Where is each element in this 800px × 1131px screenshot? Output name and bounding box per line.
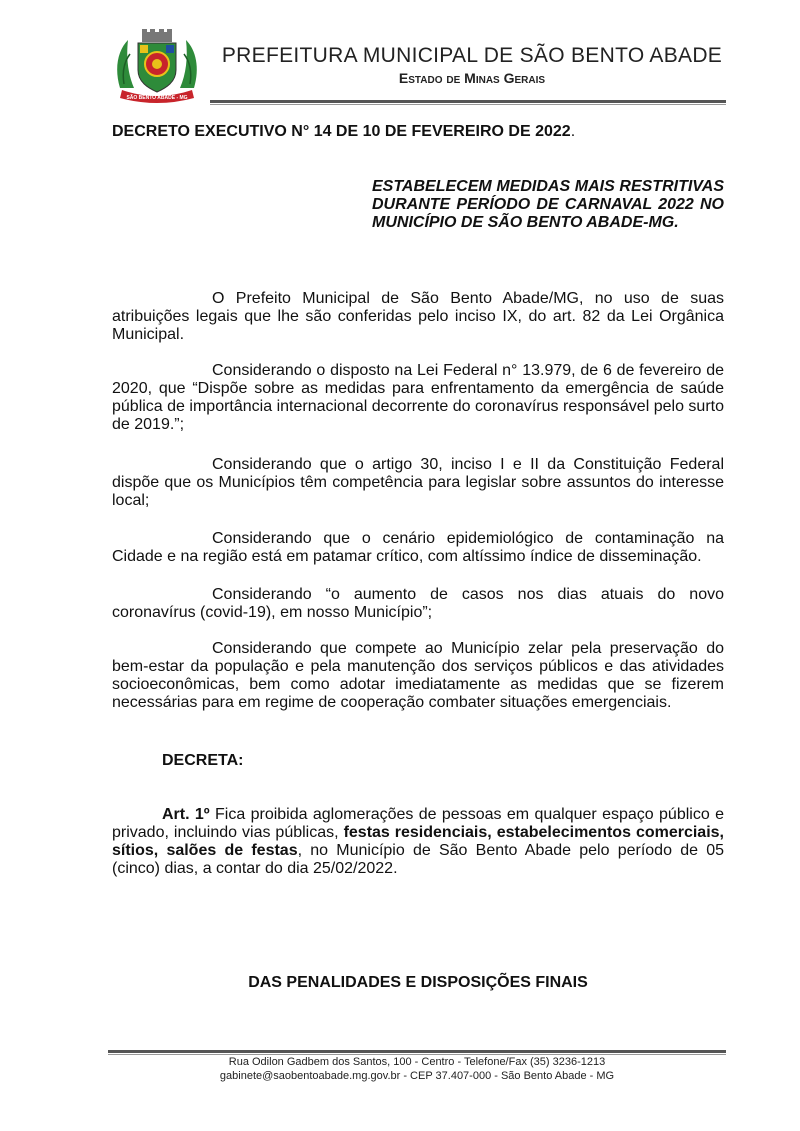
letterhead <box>0 0 800 110</box>
footer-contact: gabinete@saobentoabade.mg.gov.br - CEP 37.407-000 - São Bento Abade - MG <box>219 1070 615 1082</box>
header-divider-thin <box>210 104 726 105</box>
article-1: Art. 1º Fica proibida aglomerações de pessoas em qualquer espaço público e privado, incluindo vias públicas, festas residenciais, estabelecimentos comerciais, sítios, salões de festas, no Município de São Bento Abade pelo período de 05 (cinco) dias, a contar do dia 25/02/2022. <box>112 806 724 877</box>
considering-paragraph: Considerando “o aumento de casos nos dias atuais do novo coronavírus (covid-19), em nosso Município”; <box>112 586 724 621</box>
preamble-paragraph: O Prefeito Municipal de São Bento Abade/MG, no uso de suas atribuições legais que lhe são conferidas pelo inciso IX, do art. 82 da Lei Orgânica Municipal. <box>112 290 724 343</box>
crest-ribbon-text: SÃO BENTO ABADE - MG <box>126 95 188 101</box>
footer-divider <box>108 1050 726 1053</box>
considering-paragraph: Considerando que o artigo 30, inciso I e II da Constituição Federal dispõe que os Municípios têm competência para legislar sobre assuntos do interesse local; <box>112 456 724 509</box>
considering-paragraph: Considerando o disposto na Lei Federal n° 13.979, de 6 de fevereiro de 2020, que “Dispõe sobre as medidas para enfrentamento da emergência de saúde pública de importância internacional decorrente do coronavírus responsável pelo surto de 2019.”; <box>112 362 724 433</box>
municipality-title: PREFEITURA MUNICIPAL DE SÃO BENTO ABADE <box>221 44 723 67</box>
considering-paragraph: Considerando que compete ao Município zelar pela preservação do bem-estar da população e pela manutenção dos serviços públicos e das atividades socioeconômicas, bem como adotar imediatamente as medidas que se fizerem necessárias para em regime de cooperação combater situações emergenciais. <box>112 640 724 711</box>
header-divider <box>210 100 726 103</box>
coat-of-arms-icon <box>112 28 202 104</box>
footer-divider-thin <box>108 1054 726 1055</box>
decreta-heading: DECRETA: <box>162 752 244 769</box>
state-subtitle: Estado de Minas Gerais <box>398 70 546 86</box>
footer-address: Rua Odilon Gadbem dos Santos, 100 - Centro - Telefone/Fax (35) 3236-1213 <box>228 1056 606 1068</box>
article-1-label: Art. 1º <box>162 806 210 823</box>
considering-paragraph: Considerando que o cenário epidemiológico de contaminação na Cidade e na região está em patamar crítico, com altíssimo índice de disseminação. <box>112 530 724 565</box>
decree-title: DECRETO EXECUTIVO N° 14 DE 10 DE FEVEREIRO DE 2022. <box>112 123 576 140</box>
decree-summary: ESTABELECEM MEDIDAS MAIS RESTRITIVAS DURANTE PERÍODO DE CARNAVAL 2022 NO MUNICÍPIO DE SÃO BENTO ABADE-MG. <box>372 178 724 231</box>
section-heading: DAS PENALIDADES E DISPOSIÇÕES FINAIS <box>248 974 588 991</box>
